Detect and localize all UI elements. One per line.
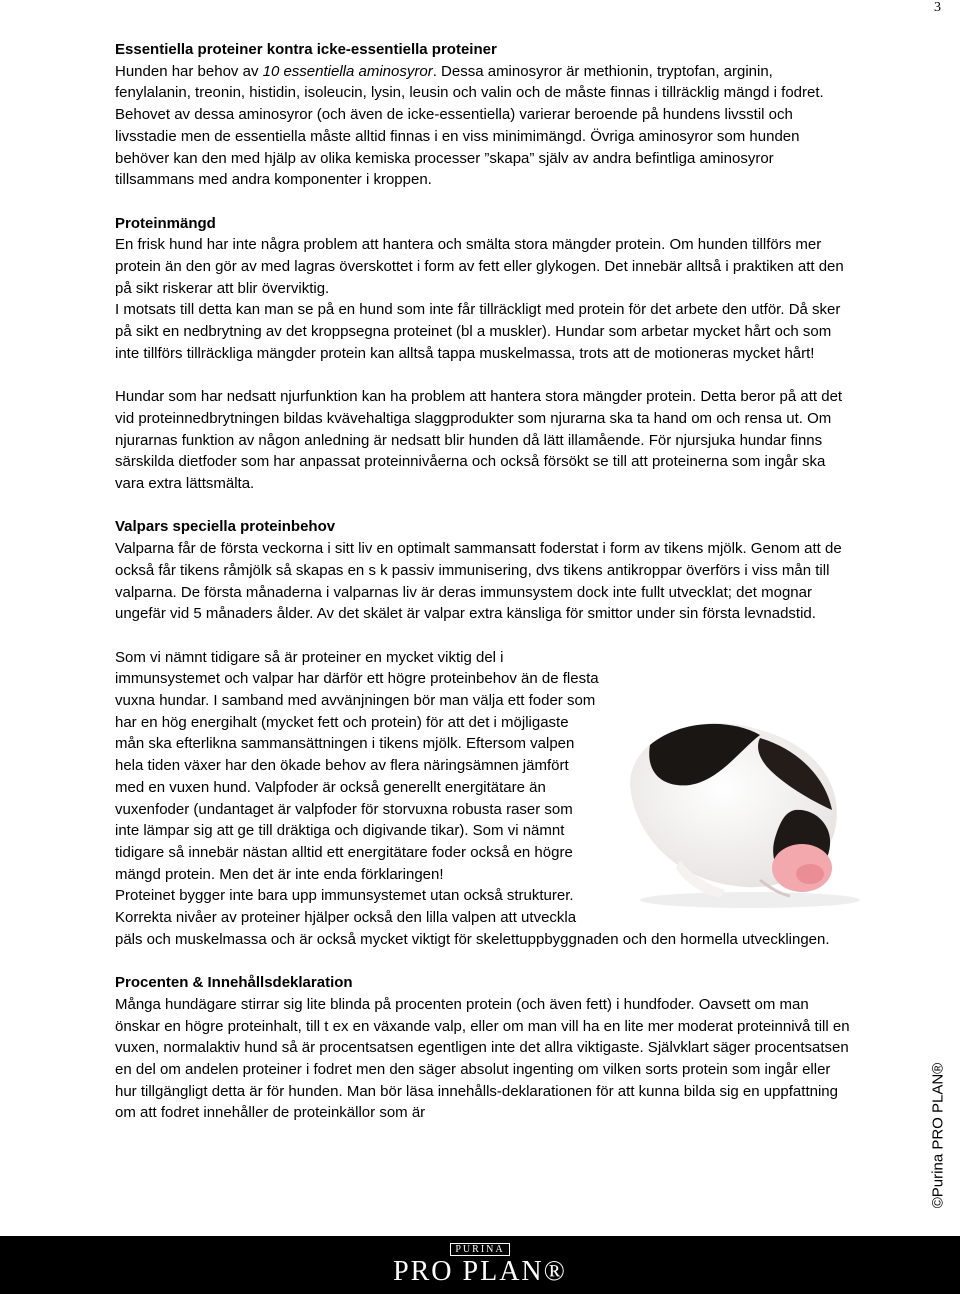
intro-rest: . Dessa aminosyror är methionin, tryptofan, arginin, fenylalanin, treonin, histidin, isoleucin, lysin, leusin och valin och de måste finnas i tillräcklig mängd i fodret. Behovet av dessa aminosyror (och även de icke-essentiella) varierar beroende på hundens livsstil och livsstadie men de essentiella måste alltid finnas i en viss minimimängd. Övriga aminosyror som hunden behöver kan den med hjälp av olika kemiska processer ”skapa” själv av andra befintliga aminosyror tillsammans med andra komponenter i kroppen. [115, 62, 824, 189]
intro-text: Hunden har behov av [115, 62, 263, 80]
puppy-photo [610, 690, 870, 912]
paragraph-essential-proteins [115, 61, 850, 191]
brand-purina-logo: PURINA [450, 1243, 509, 1256]
heading-protein-amount: Proteinmängd [115, 214, 216, 232]
paragraph-protein-amount-2: I motsats till detta kan man se på en hund som inte får tillräckligt med protein för det arbete den utför. Då sker på sikt en nedbrytning av det kroppsegna proteinet (bl a muskler). Hundar som arbetar mycket hårt och som inte tillförs tillräckliga mängder protein kan alltså tappa muskelmassa, trots att de motioneras mycket hårt! [115, 301, 841, 362]
paragraph-kidney: Hundar som har nedsatt njurfunktion kan ha problem att hantera stora mängder protein. Detta beror på att det vid proteinnedbrytningen bildas kvävehaltiga slaggprodukter som njurarna ska ta hand om och rensa ut. Om njurarnas funktion av någon anledning är nedsatt blir hunden då lätt illamående. För njursjuka hundar finns särskilda dietfoder som har anpassat proteinnivåerna och också försökt se till att proteinerna som ingår ska vara extra lättsmälta. [115, 388, 843, 493]
puppy-text-block [115, 647, 850, 951]
paragraph-puppy-3: Proteinet bygger inte bara upp immunsystemet utan också strukturer. Korrekta nivåer av proteiner hjälper också den lilla valpen att utveckla päls och muskelmassa och är också mycket viktigt för skelettuppbyggnaden och den hormella utvecklingen. [115, 887, 830, 948]
document-body [115, 39, 850, 1124]
heading-puppy-protein: Valpars speciella proteinbehov [115, 518, 336, 536]
brand-proplan-logo: PRO PLAN® [393, 1256, 567, 1287]
page-number: 3 [934, 0, 941, 15]
intro-emphasis: 10 essentiella aminosyror [262, 62, 433, 80]
heading-percent-declaration: Procenten & Innehållsdeklaration [115, 974, 353, 992]
footer-band [0, 1236, 960, 1294]
side-credit-text: ©Purina PRO PLAN® [929, 1062, 947, 1208]
paragraph-puppy-2: Som vi nämnt tidigare så är proteiner en mycket viktig del i immunsystemet och valpar har därför ett högre proteinbehov än de flesta vuxna hundar. I samband med avvänjningen bör man välja ett foder som har en hög energihalt (mycket fett och protein) för att det i möjligaste mån ska efterlikna sammansättningen i tikens mjölk. Eftersom valpen hela tiden växer har den ökade behov av flera näringsämnen jämfört med en vuxen hund. Valpfoder är också generellt energitätare än vuxenfoder (undantaget är valpfoder för storvuxna robusta raser som inte lämpar sig att ge till dräktiga och digivande tikar). Som vi nämnt tidigare så innebär nästan alltid ett energitätare foder också en högre mängd protein. Men det är inte enda förklaringen! [115, 648, 599, 883]
side-credit [925, 1060, 951, 1210]
heading-essential-proteins: Essentiella proteiner kontra icke-essentiella proteiner [115, 41, 497, 58]
paragraph-puppy-1: Valparna får de första veckorna i sitt liv en optimalt sammansatt foderstat i form av tikens mjölk. Genom att de också får tikens råmjölk så skapas en s k passiv immunisering, dvs tikens antikroppar överförs i viss mån till valparna. De första månaderna i valparnas liv är deras immunsystem dock inte fullt utvecklat; det mognar ungefär vid 5 månaders ålder. Av det skälet är valpar extra känsliga för smittor under sin första levnadstid. [115, 540, 842, 623]
paragraph-protein-amount-1: En frisk hund har inte några problem att hantera och smälta stora mängder protein. Om hunden tillförs mer protein än den gör av med lagras överskottet i form av fett eller glykogen. Det innebär alltså i praktiken att den på sikt riskerar att blir överviktig. [115, 236, 844, 297]
paragraph-percent-declaration: Många hundägare stirrar sig lite blinda på procenten protein (och även fett) i hundfoder. Oavsett om man önskar en högre proteinhalt, till t ex en växande valp, eller om man vill ha en lite mer moderat proteinnivå till en vuxen, normalaktiv hund så är procentsatsen egentligen inte det allra viktigaste. Självklart säger procentsatsen en del om andelen proteiner i fodret men den säger absolut ingenting om vilken sorts protein som ingår eller hur tillgängligt detta är för hunden. Man bör läsa innehålls-deklarationen för att kunna bilda sig en uppfattning om att fodret innehåller de proteinkällor som är [115, 995, 850, 1122]
